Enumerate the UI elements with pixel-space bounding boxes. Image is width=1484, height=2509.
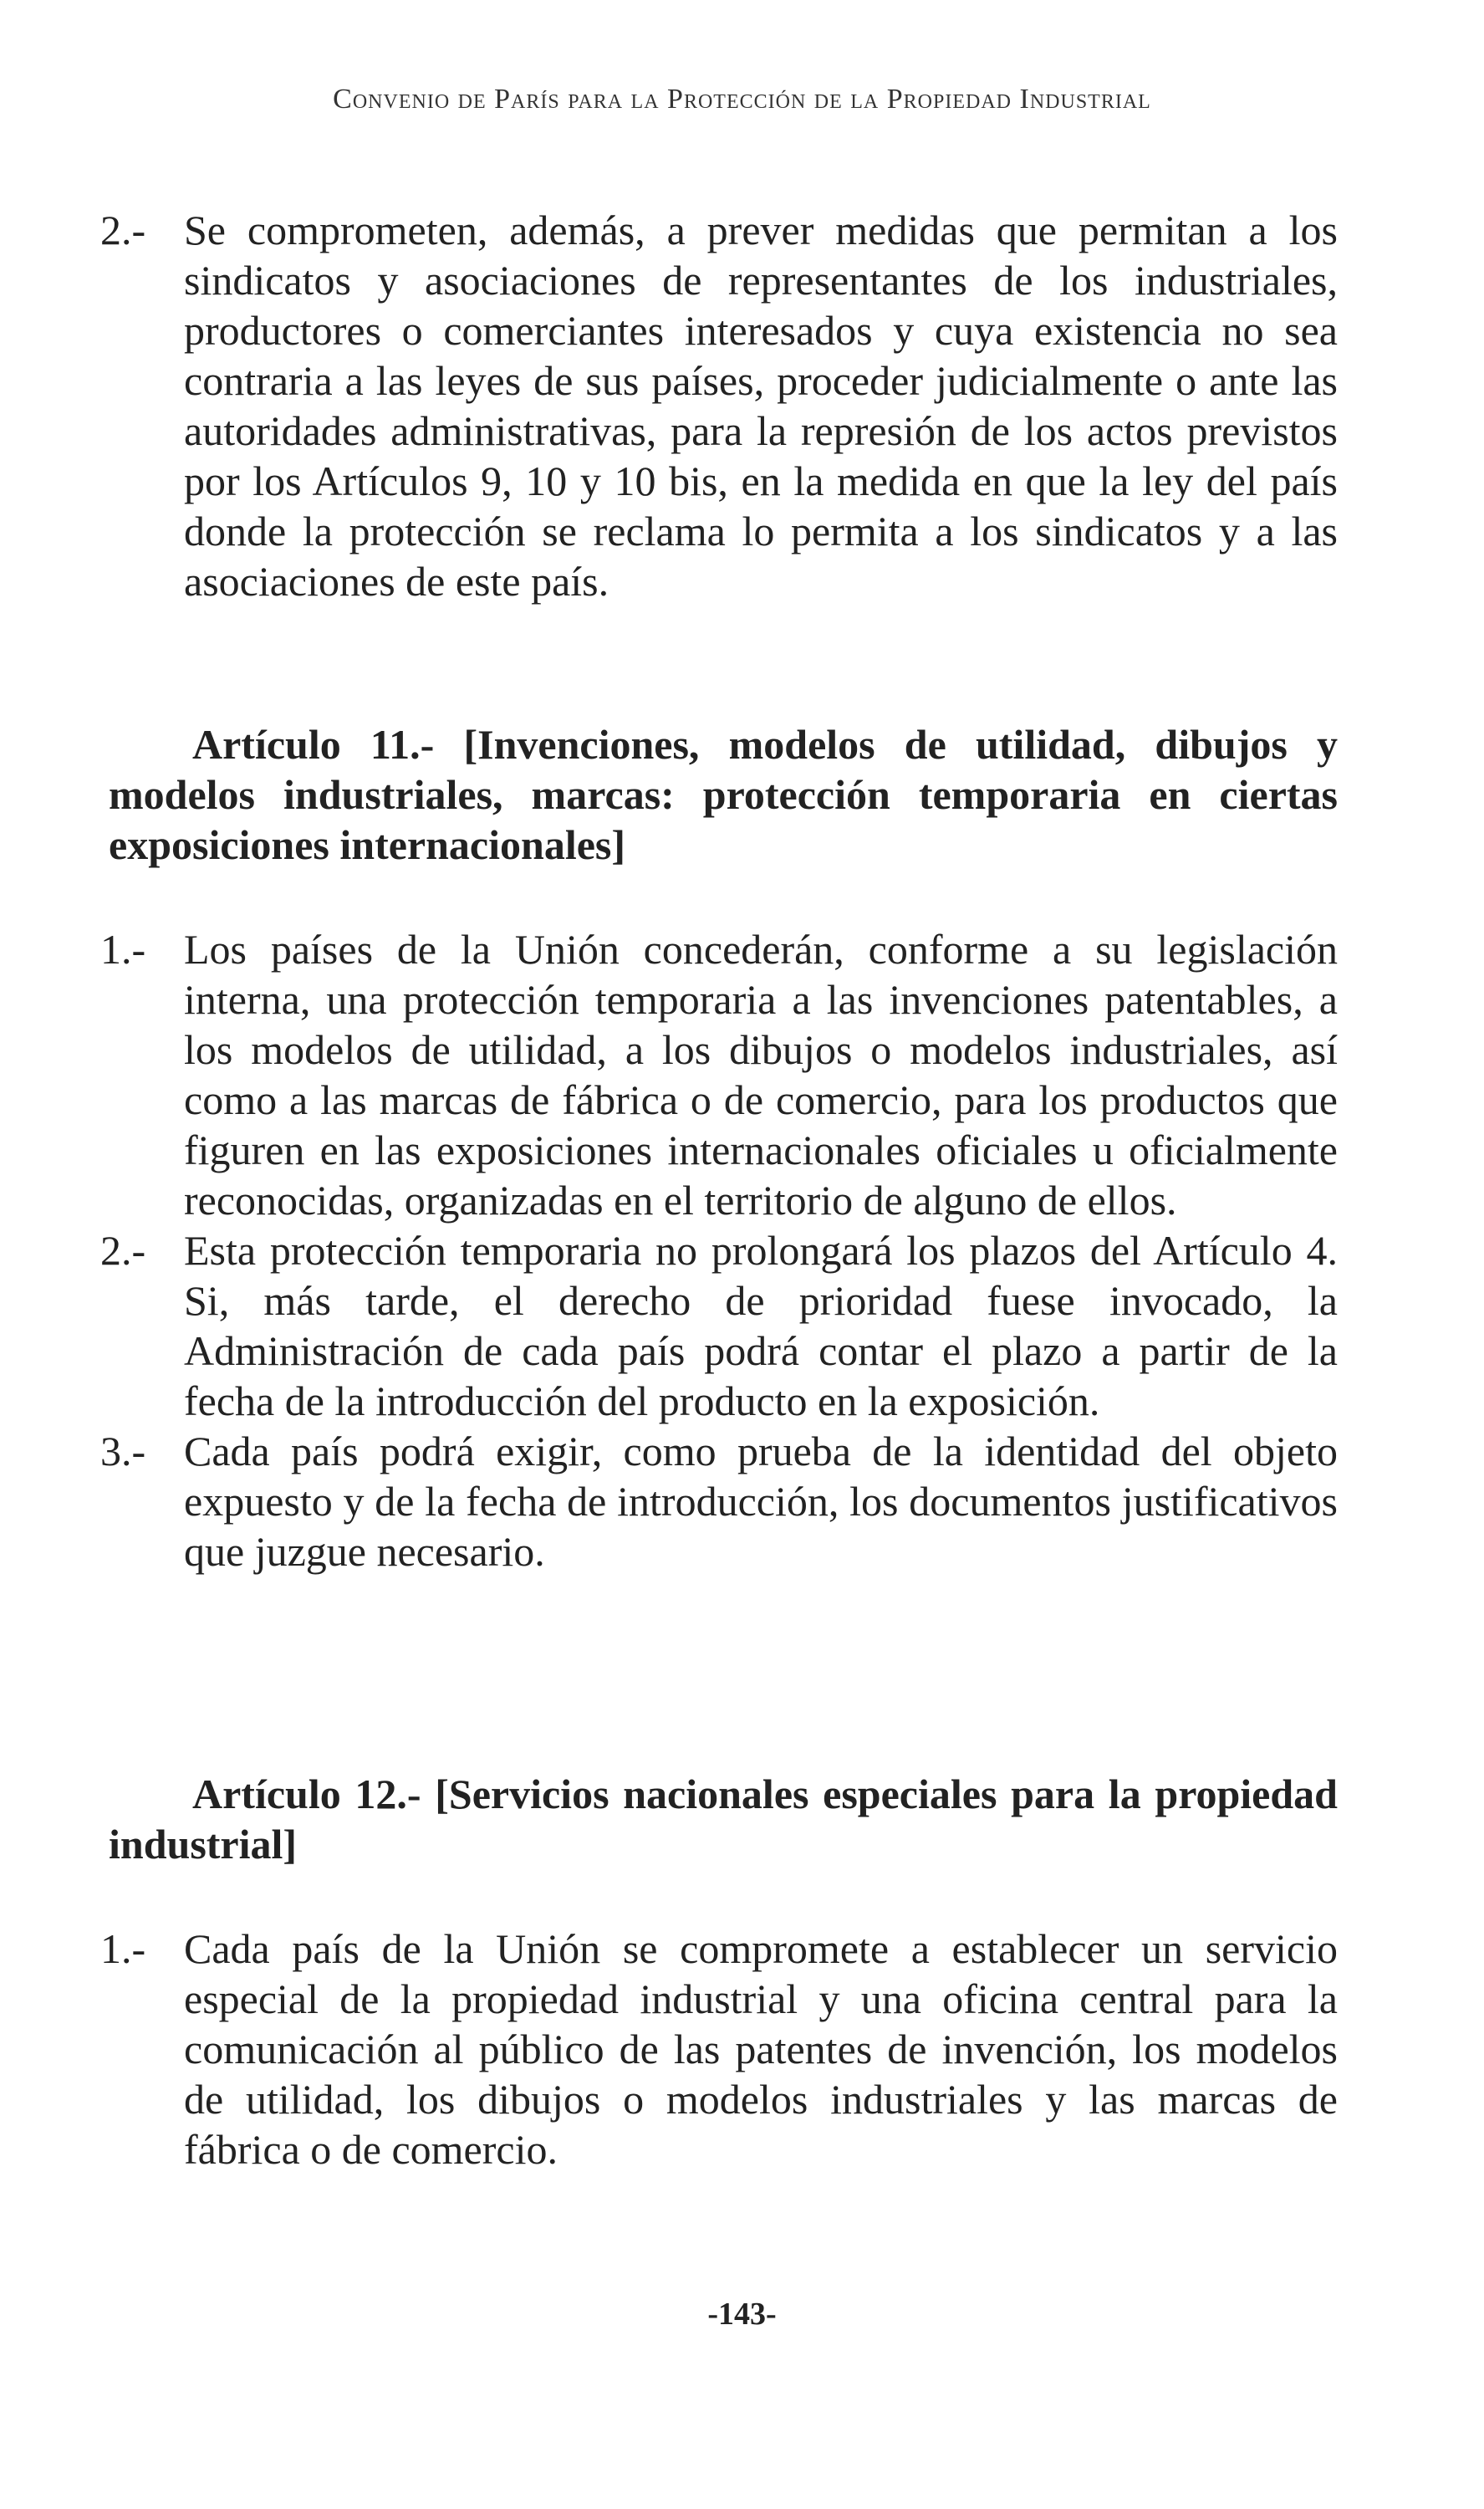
top-paragraph-section [100,205,1338,606]
article-11-heading-text: Artículo 11.- [Invenciones, modelos de utilidad, dibujos y modelos industriales, marcas: protección temporaria en ciertas exposiciones internacionales] [109,721,1338,868]
paragraph-number: 3.- [100,1428,146,1474]
list-item [100,924,1338,1225]
paragraph-text: Se comprometen, además, a prever medidas que permitan a los sindicatos y asociaciones de representantes de los industriales, productores o comerciantes interesados y cuya existencia no sea contraria a las leyes de sus países, proceder judicialmente o ante las autoridades administrativas, para la represión de los actos previstos por los Artículos 9, 10 y 10 bis, en la medida en que la ley del país donde la protección se reclama lo permita a los sindicatos y a las asociaciones de este país. [184,207,1338,605]
paragraph-number: 2.- [100,1227,146,1274]
running-header: Convenio de París para la Protección de la Propiedad Industrial [333,84,1151,115]
list-item [100,205,1338,606]
article-11-heading [109,719,1338,870]
article-12-heading-text: Artículo 12.- [Servicios nacionales especiales para la propiedad industrial] [109,1771,1338,1868]
paragraph-number: 1.- [100,1925,146,1972]
paragraph-text: Esta protección temporaria no prolongará los plazos del Artículo 4. Si, más tarde, el derecho de prioridad fuese invocado, la Administración de cada país podrá contar el plazo a partir de la fecha de la introducción del producto en la exposición. [184,1227,1338,1424]
article-12-heading [109,1769,1338,1869]
paragraph-number: 1.- [100,926,146,973]
list-item [100,1426,1338,1576]
list-item [100,1225,1338,1426]
paragraph-text: Los países de la Unión concederán, conforme a su legislación interna, una protección temporaria a las invenciones patentables, a los modelos de utilidad, a los dibujos o modelos industriales, así como a las marcas de fábrica o de comercio, para los productos que figuren en las exposiciones internacionales oficiales u oficialmente reconocidas, organizadas en el territorio de alguno de ellos. [184,926,1338,1224]
paragraph-number: 2.- [100,207,146,253]
page-number: -143- [707,2297,777,2332]
article-11-body [100,924,1338,1576]
list-item [100,1924,1338,2174]
paragraph-text: Cada país podrá exigir, como prueba de la identidad del objeto expuesto y de la fecha de introducción, los documentos justificativos que juzgue necesario. [184,1428,1338,1575]
article-12-body [100,1924,1338,2174]
paragraph-text: Cada país de la Unión se compromete a establecer un servicio especial de la propiedad industrial y una oficina central para la comunicación al público de las patentes de invención, los modelos de utilidad, los dibujos o modelos industriales y las marcas de fábrica o de comercio. [184,1925,1338,2173]
